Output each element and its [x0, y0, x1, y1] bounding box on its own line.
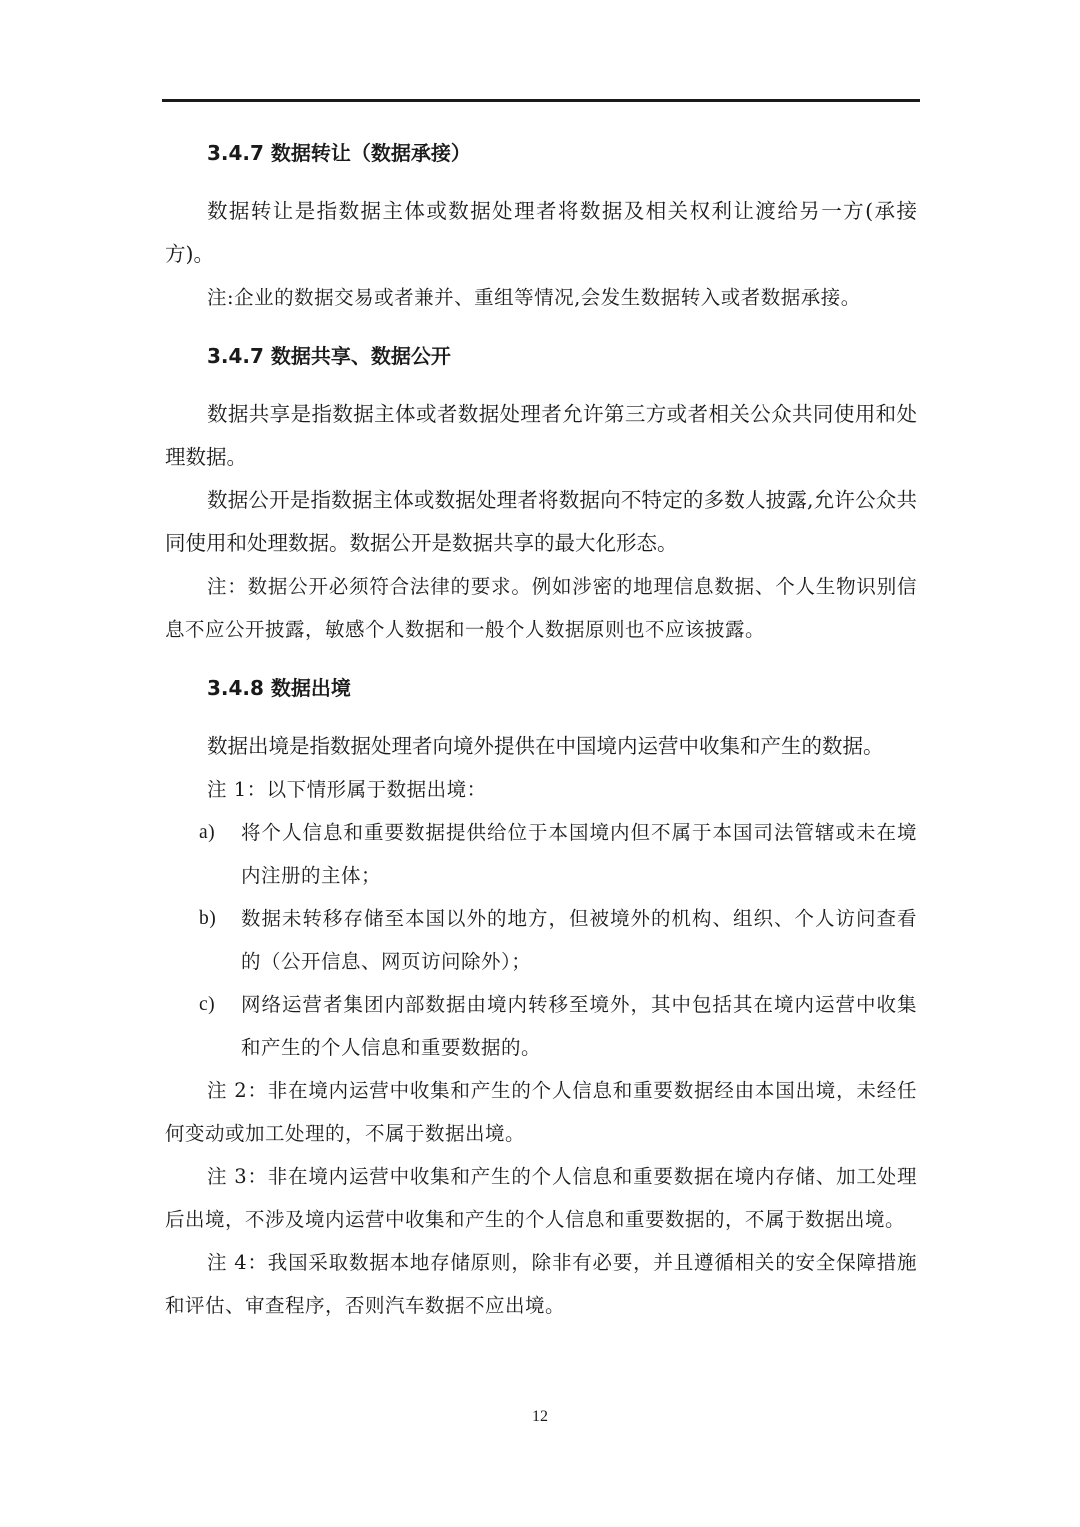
paragraph: 数据公开是指数据主体或数据处理者将数据向不特定的多数人披露,允许公众共同使用和处理数据。数据公开是数据共享的最大化形态。 — [165, 488, 917, 555]
page-number: 12 — [532, 1408, 548, 1425]
note-4: 注 4：我国采取数据本地存储原则，除非有必要，并且遵循相关的安全保障措施和评估、审查程序，否则汽车数据不应出境。 — [165, 1251, 917, 1317]
section-heading-data-export: 3.4.8 数据出境 — [207, 676, 351, 700]
section-heading-data-sharing: 3.4.7 数据共享、数据公开 — [207, 344, 451, 368]
note: 注：数据公开必须符合法律的要求。例如涉密的地理信息数据、个人生物识别信息不应公开披露，敏感个人数据和一般个人数据原则也不应该披露。 — [165, 575, 917, 641]
note-1-intro: 注 1：以下情形属于数据出境： — [207, 778, 487, 801]
list-item — [165, 811, 917, 897]
header-rule — [162, 99, 920, 102]
page-content — [165, 138, 917, 1327]
list-marker: c) — [199, 994, 216, 1015]
list-text: 网络运营者集团内部数据由境内转移至境外，其中包括其在境内运营中收集和产生的个人信息和重要数据的。 — [241, 993, 917, 1059]
note-2: 注 2：非在境内运营中收集和产生的个人信息和重要数据经由本国出境，未经任何变动或加工处理的，不属于数据出境。 — [165, 1079, 917, 1145]
list-item — [165, 983, 917, 1069]
paragraph: 数据转让是指数据主体或数据处理者将数据及相关权利让渡给另一方(承接方)。 — [165, 199, 917, 266]
list-item — [165, 897, 917, 983]
list-text: 将个人信息和重要数据提供给位于本国境内但不属于本国司法管辖或未在境内注册的主体； — [241, 821, 917, 887]
list-marker: a) — [199, 822, 216, 843]
section-heading-data-transfer: 3.4.7 数据转让（数据承接） — [207, 141, 471, 165]
note: 注:企业的数据交易或者兼并、重组等情况,会发生数据转入或者数据承接。 — [207, 286, 861, 309]
list-marker: b) — [199, 908, 217, 929]
list-text: 数据未转移存储至本国以外的地方，但被境外的机构、组织、个人访问查看的（公开信息、网页访问除外）； — [241, 907, 917, 973]
paragraph: 数据出境是指数据处理者向境外提供在中国境内运营中收集和产生的数据。 — [207, 734, 884, 758]
paragraph: 数据共享是指数据主体或者数据处理者允许第三方或者相关公众共同使用和处理数据。 — [165, 402, 917, 469]
note-3: 注 3：非在境内运营中收集和产生的个人信息和重要数据在境内存储、加工处理后出境，不涉及境内运营中收集和产生的个人信息和重要数据的，不属于数据出境。 — [165, 1165, 917, 1231]
